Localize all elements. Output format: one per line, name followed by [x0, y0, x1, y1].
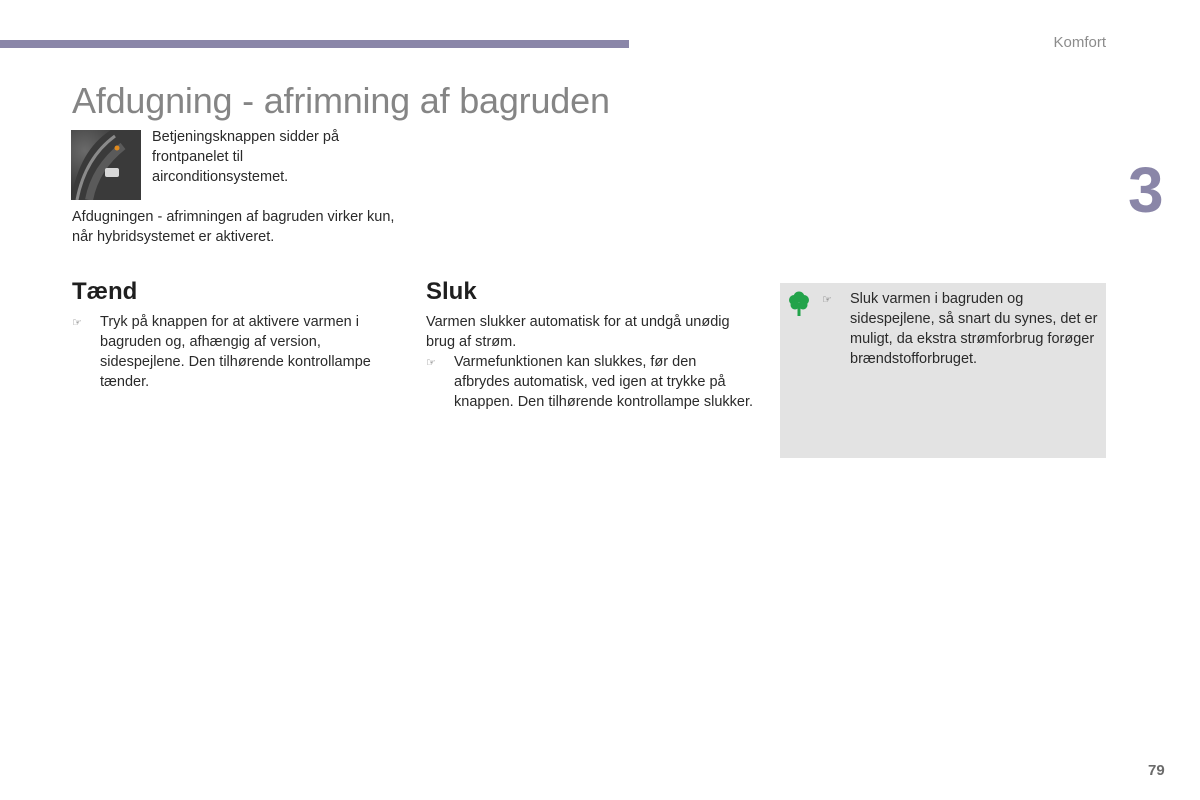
control-button-photo: [71, 130, 141, 200]
sluk-bullet: [426, 352, 754, 412]
pointing-hand-icon: ☞: [426, 357, 436, 369]
header-accent-bar: [0, 40, 629, 48]
heading-taend: Tænd: [72, 278, 138, 305]
eco-tree-icon: [788, 291, 810, 317]
eco-note-box: [780, 283, 1106, 458]
page-title: Afdugning - afrimning af bagruden: [72, 80, 610, 121]
taend-bullet-text: Tryk på knappen for at aktivere varmen i bagruden og, afhængig af version, sidespejlene. Den tilhørende kontrollampe tænder.: [100, 314, 371, 390]
pointing-hand-icon: ☞: [72, 317, 82, 329]
chapter-number: 3: [1128, 154, 1164, 226]
eco-note-bullet: [822, 289, 1102, 369]
eco-note-text: Sluk varmen i bagruden og sidespejlene, så snart du synes, det er muligt, da ekstra strømforbrug forøger brændstofforbruget.: [850, 291, 1098, 367]
heading-sluk: Sluk: [426, 278, 477, 305]
pointing-hand-icon: ☞: [822, 294, 832, 306]
sluk-bullet-text: Varmefunktionen kan slukkes, før den afbrydes automatisk, ved igen at trykke på knappen. Den tilhørende kontrollampe slukker.: [454, 354, 754, 410]
sluk-paragraph: Varmen slukker automatisk for at undgå unødig brug af strøm.: [426, 314, 730, 350]
photo-caption: Betjeningsknappen sidder på frontpanelet til airconditionsystemet.: [152, 129, 340, 185]
section-label: Komfort: [1053, 34, 1106, 51]
taend-bullet: [72, 312, 400, 392]
page-number: 79: [1148, 762, 1165, 779]
intro-text: Afdugningen - afrimningen af bagruden virker kun, når hybridsystemet er aktiveret.: [72, 209, 395, 245]
